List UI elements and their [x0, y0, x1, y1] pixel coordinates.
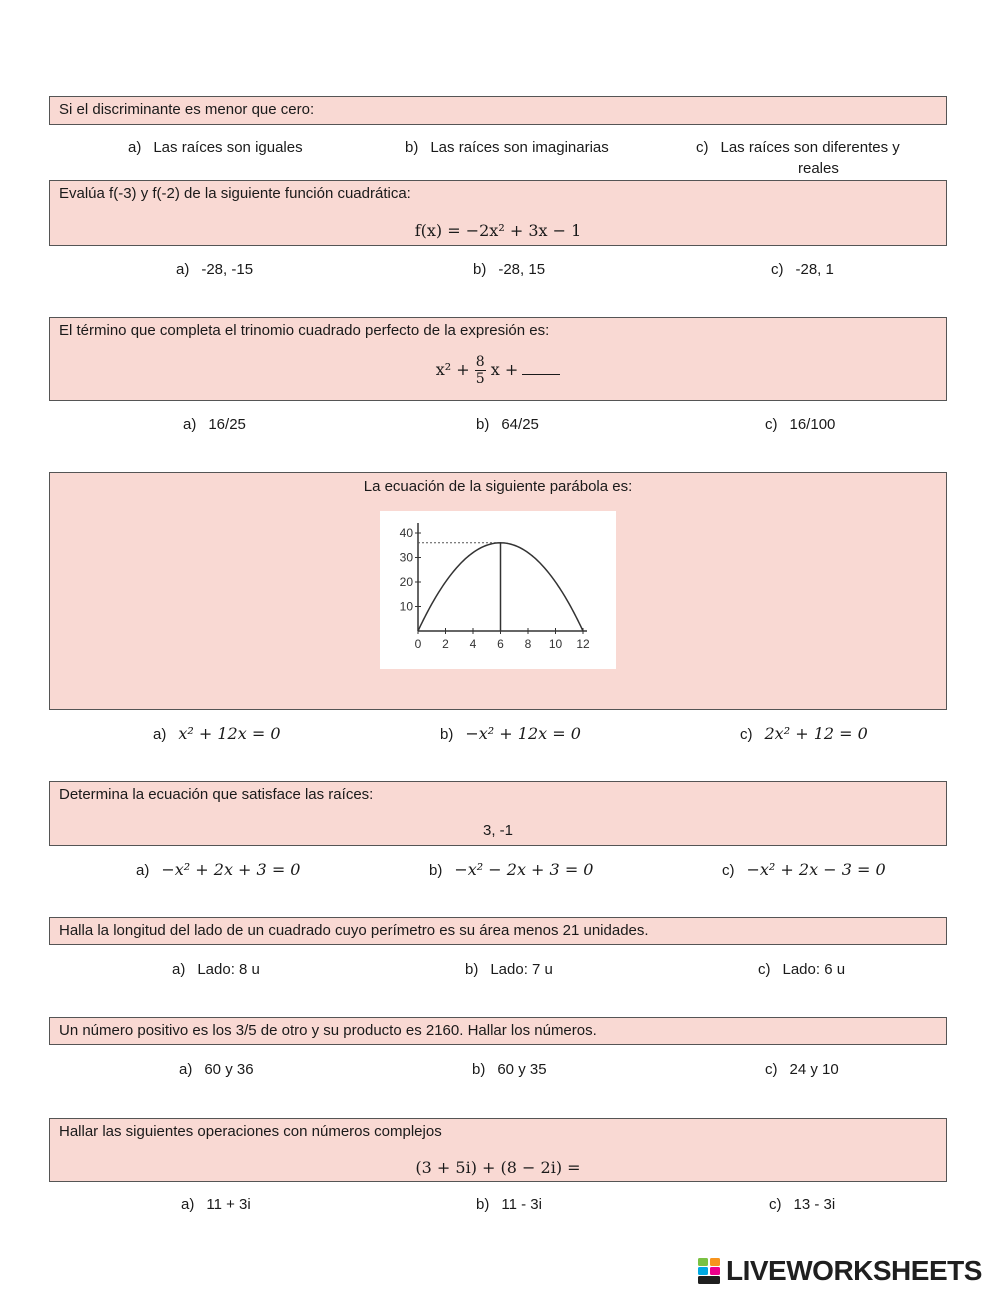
q3-option-b[interactable]: b) 64/25 — [476, 416, 539, 433]
q1-option-c[interactable]: c) Las raíces son diferentes y — [696, 139, 900, 156]
q2-option-a[interactable]: a) -28, -15 — [176, 261, 254, 278]
q7-option-c[interactable]: c) 24 y 10 — [765, 1061, 839, 1078]
data-point — [555, 581, 557, 583]
q6-option-c[interactable]: c) Lado: 6 u — [758, 961, 846, 978]
q2-option-c[interactable]: c) -28, 1 — [771, 261, 834, 278]
question-7-box — [49, 1017, 947, 1045]
q8-option-a[interactable]: a) 11 + 3i — [181, 1196, 251, 1213]
question-2-formula: f(x) = −2x² + 3x − 1 — [414, 221, 582, 240]
data-point — [582, 630, 584, 632]
question-8-box — [49, 1118, 947, 1182]
q1-option-b[interactable]: b) Las raíces son imaginarias — [405, 139, 609, 156]
q8-option-c[interactable]: c) 13 - 3i — [769, 1196, 836, 1213]
question-3-prompt: El término que completa el trinomio cuadrado perfecto de la expresión es: — [59, 322, 550, 339]
question-5-roots: 3, -1 — [482, 822, 513, 839]
live-badge-icon — [698, 1258, 722, 1284]
question-2-box — [49, 180, 947, 246]
data-point — [486, 544, 488, 546]
y-tick-label: 30 — [399, 550, 413, 565]
x-tick-label: 10 — [548, 637, 563, 651]
question-5-prompt: Determina la ecuación que satisface las raíces: — [59, 786, 374, 803]
parabola-chart — [380, 511, 616, 669]
question-3-expression: x² + $\frac{8}{5}$ x + — [50, 354, 946, 387]
data-point — [500, 542, 502, 544]
data-point — [445, 581, 447, 583]
x-tick-label: 4 — [469, 637, 477, 651]
question-8-prompt: Hallar las siguientes operaciones con números complejos — [59, 1123, 442, 1140]
q7-option-a[interactable]: a) 60 y 36 — [179, 1061, 254, 1078]
data-point — [527, 552, 529, 554]
question-3-box — [49, 317, 947, 401]
data-point — [458, 564, 460, 566]
x-tick-label: 8 — [524, 637, 532, 651]
y-tick-label: 20 — [399, 575, 413, 589]
y-tick-label: 40 — [399, 526, 413, 540]
question-5-box — [49, 781, 947, 846]
q6-option-a[interactable]: a) Lado: 8 u — [172, 961, 260, 978]
q1-option-c-line2: reales — [798, 160, 839, 177]
x-tick-label: 12 — [576, 637, 590, 651]
q5-option-c[interactable]: c) −x² + 2x − 3 = 0 — [722, 860, 886, 879]
question-4-prompt: La ecuación de la siguiente parábola es: — [363, 478, 633, 495]
logo-text: LIVEWORKSHEETS — [726, 1255, 982, 1286]
q5-option-a[interactable]: a) −x² + 2x + 3 = 0 — [136, 860, 301, 879]
data-point — [472, 552, 474, 554]
answer-blank — [522, 362, 560, 375]
question-8-formula: (3 + 5i) + (8 − 2i) = — [415, 1158, 581, 1177]
q5-option-b[interactable]: b) −x² − 2x + 3 = 0 — [429, 860, 594, 879]
q4-option-b[interactable]: b) −x² + 12x = 0 — [440, 724, 581, 743]
data-point — [513, 544, 515, 546]
data-point — [431, 603, 433, 605]
data-point — [568, 603, 570, 605]
data-point — [417, 630, 419, 632]
q4-option-c[interactable]: c) 2x² + 12 = 0 — [740, 724, 868, 743]
q8-option-b[interactable]: b) 11 - 3i — [476, 1196, 542, 1213]
parabola-chart-svg — [380, 511, 616, 669]
x-tick-label: 2 — [442, 637, 449, 651]
data-point — [541, 564, 543, 566]
question-4-box — [49, 472, 947, 710]
y-tick-label: 10 — [399, 599, 413, 614]
q4-option-a[interactable]: a) x² + 12x = 0 — [153, 724, 281, 743]
fraction: $\frac{8}{5}$ — [475, 354, 485, 387]
question-6-box — [49, 917, 947, 945]
x-tick-label: 6 — [497, 637, 504, 651]
q3-option-a[interactable]: a) 16/25 — [183, 416, 246, 433]
question-2-prompt: Evalúa f(-3) y f(-2) de la siguiente función cuadrática: — [59, 185, 411, 202]
q2-option-b[interactable]: b) -28, 15 — [473, 261, 546, 278]
q7-option-b[interactable]: b) 60 y 35 — [472, 1061, 547, 1078]
question-1-box — [49, 96, 947, 125]
question-1-prompt: Si el discriminante es menor que cero: — [59, 101, 315, 118]
q3-option-c[interactable]: c) 16/100 — [765, 416, 836, 433]
question-7-prompt: Un número positivo es los 3/5 de otro y su producto es 2160. Hallar los números. — [59, 1022, 597, 1039]
q1-option-a[interactable]: a) Las raíces son iguales — [128, 139, 303, 156]
liveworksheets-logo[interactable] — [698, 1256, 982, 1286]
x-tick-label: 0 — [414, 637, 422, 651]
question-6-prompt: Halla la longitud del lado de un cuadrado cuyo perímetro es su área menos 21 unidades. — [59, 922, 649, 939]
q6-option-b[interactable]: b) Lado: 7 u — [465, 961, 553, 978]
